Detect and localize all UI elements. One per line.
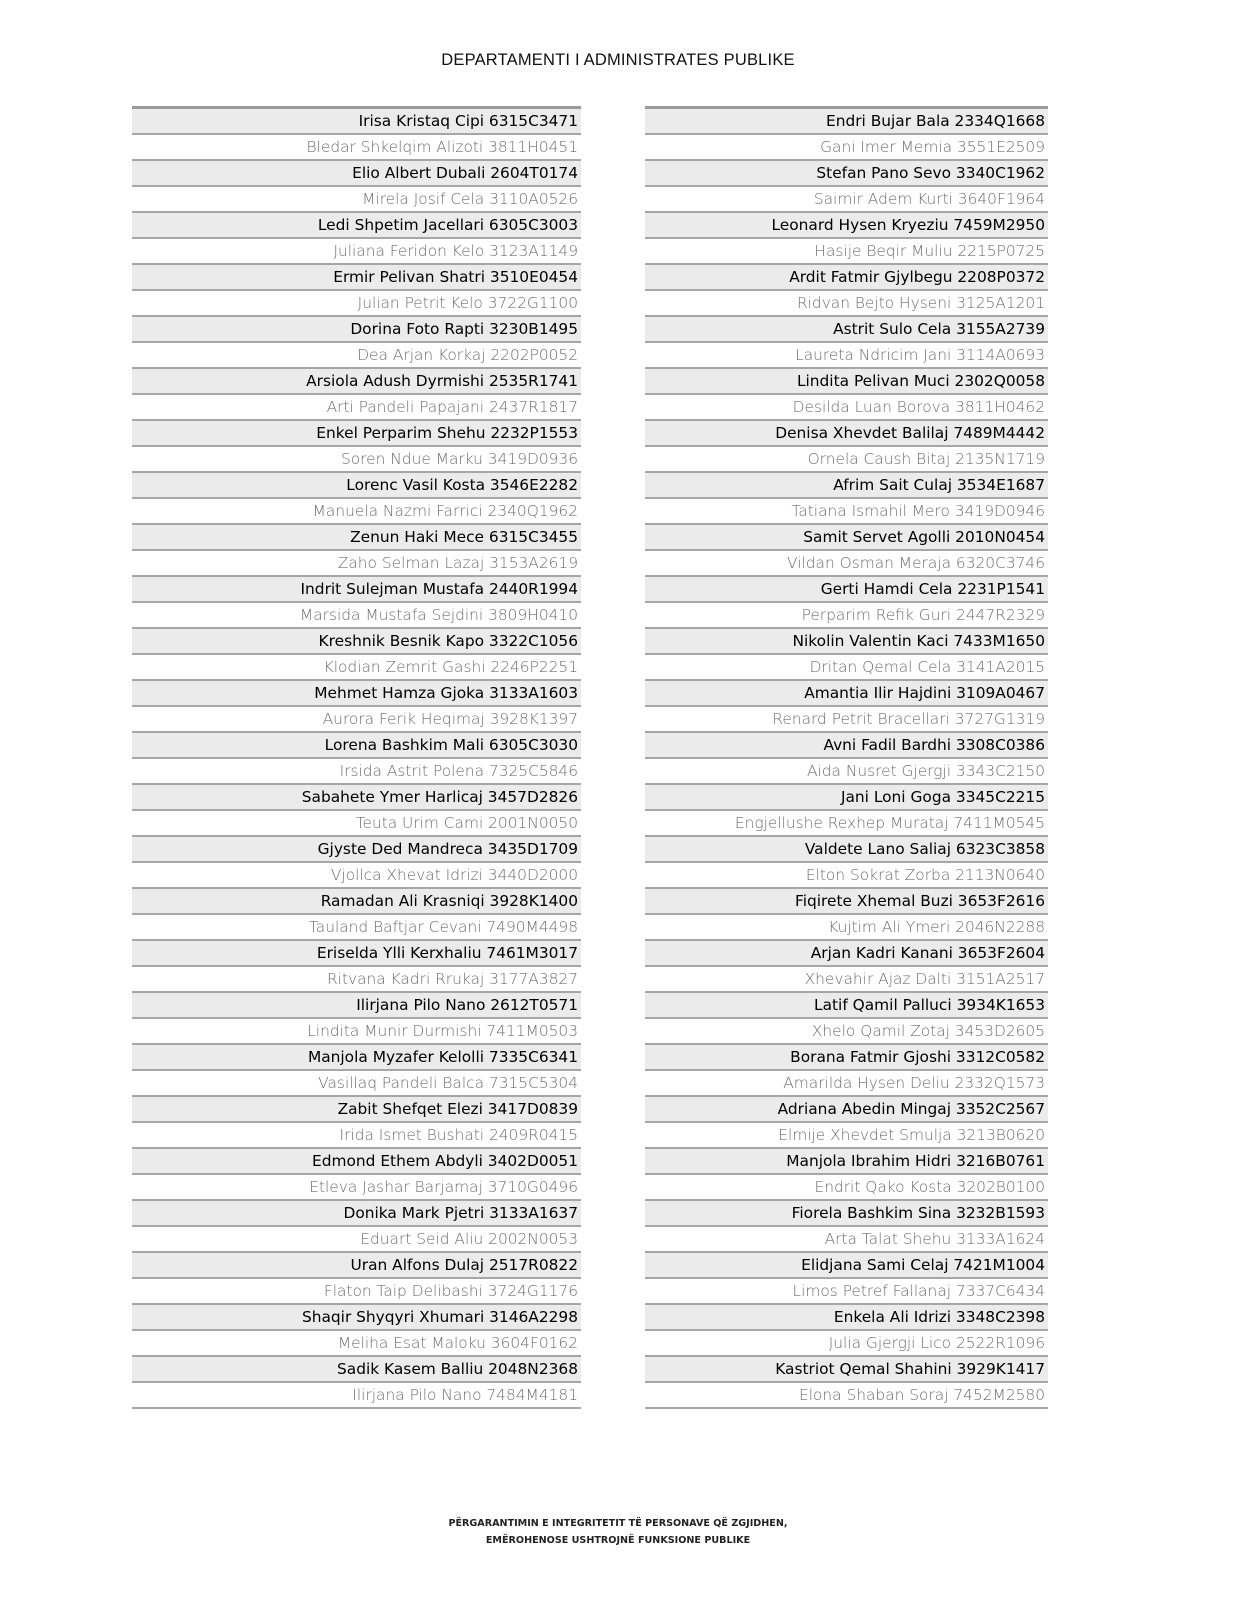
list-item: Endri Bujar Bala 2334Q1668 [645, 109, 1048, 135]
footer-line-2: EMËROHENOSE USHTROJNË FUNKSIONE PUBLIKE [485, 1535, 751, 1546]
left-name-column [132, 106, 581, 1409]
list-item: Perparim Refik Guri 2447R2329 [645, 603, 1048, 629]
list-item: Enkela Ali Idrizi 3348C2398 [645, 1305, 1048, 1331]
list-item: Denisa Xhevdet Balilaj 7489M4442 [645, 421, 1048, 447]
list-item: Eriselda Ylli Kerxhaliu 7461M3017 [132, 941, 581, 967]
list-item: Ridvan Bejto Hyseni 3125A1201 [645, 291, 1048, 317]
list-item: Shaqir Shyqyri Xhumari 3146A2298 [132, 1305, 581, 1331]
list-item: Engjellushe Rexhep Murataj 7411M0545 [645, 811, 1048, 837]
list-item: Endrit Qako Kosta 3202B0100 [645, 1175, 1048, 1201]
list-item: Uran Alfons Dulaj 2517R0822 [132, 1253, 581, 1279]
footer-line-1: PËRGARANTIMIN E INTEGRITETIT TË PERSONAVE QË ZGJIDHEN, [448, 1518, 788, 1529]
list-item: Dea Arjan Korkaj 2202P0052 [132, 343, 581, 369]
list-item: Flaton Taip Delibashi 3724G1176 [132, 1279, 581, 1305]
list-item: Tatiana Ismahil Mero 3419D0946 [645, 499, 1048, 525]
list-item: Ritvana Kadri Rrukaj 3177A3827 [132, 967, 581, 993]
list-item: Borana Fatmir Gjoshi 3312C0582 [645, 1045, 1048, 1071]
list-item: Adriana Abedin Mingaj 3352C2567 [645, 1097, 1048, 1123]
list-item: Amarilda Hysen Deliu 2332Q1573 [645, 1071, 1048, 1097]
list-item: Gerti Hamdi Cela 2231P1541 [645, 577, 1048, 603]
list-item: Elton Sokrat Zorba 2113N0640 [645, 863, 1048, 889]
list-item: Sabahete Ymer Harlicaj 3457D2826 [132, 785, 581, 811]
list-item: Nikolin Valentin Kaci 7433M1650 [645, 629, 1048, 655]
list-item: Xhelo Qamil Zotaj 3453D2605 [645, 1019, 1048, 1045]
list-item: Ilirjana Pilo Nano 2612T0571 [132, 993, 581, 1019]
list-item: Fiqirete Xhemal Buzi 3653F2616 [645, 889, 1048, 915]
page-title: DEPARTAMENTI I ADMINISTRATES PUBLIKE [441, 51, 795, 69]
list-item: Arjan Kadri Kanani 3653F2604 [645, 941, 1048, 967]
list-item: Desilda Luan Borova 3811H0462 [645, 395, 1048, 421]
list-item: Stefan Pano Sevo 3340C1962 [645, 161, 1048, 187]
list-item: Julian Petrit Kelo 3722G1100 [132, 291, 581, 317]
list-item: Gani Imer Memia 3551E2509 [645, 135, 1048, 161]
list-item: Jani Loni Goga 3345C2215 [645, 785, 1048, 811]
list-item: Juliana Feridon Kelo 3123A1149 [132, 239, 581, 265]
list-item: Zenun Haki Mece 6315C3455 [132, 525, 581, 551]
list-item: Irisa Kristaq Cipi 6315C3471 [132, 109, 581, 135]
list-item: Avni Fadil Bardhi 3308C0386 [645, 733, 1048, 759]
list-item: Vildan Osman Meraja 6320C3746 [645, 551, 1048, 577]
list-item: Gjyste Ded Mandreca 3435D1709 [132, 837, 581, 863]
list-item: Renard Petrit Bracellari 3727G1319 [645, 707, 1048, 733]
list-item: Aurora Ferik Heqimaj 3928K1397 [132, 707, 581, 733]
list-item: Laureta Ndricim Jani 3114A0693 [645, 343, 1048, 369]
right-name-column [645, 106, 1048, 1409]
page-footer [0, 1515, 1236, 1549]
list-item: Kreshnik Besnik Kapo 3322C1056 [132, 629, 581, 655]
list-item: Kujtim Ali Ymeri 2046N2288 [645, 915, 1048, 941]
list-item: Donika Mark Pjetri 3133A1637 [132, 1201, 581, 1227]
list-item: Soren Ndue Marku 3419D0936 [132, 447, 581, 473]
list-item: Ardit Fatmir Gjylbegu 2208P0372 [645, 265, 1048, 291]
list-item: Manuela Nazmi Farrici 2340Q1962 [132, 499, 581, 525]
list-item: Edmond Ethem Abdyli 3402D0051 [132, 1149, 581, 1175]
list-item: Etleva Jashar Barjamaj 3710G0496 [132, 1175, 581, 1201]
list-item: Ilirjana Pilo Nano 7484M4181 [132, 1383, 581, 1409]
list-item: Manjola Myzafer Kelolli 7335C6341 [132, 1045, 581, 1071]
list-item: Saimir Adem Kurti 3640F1964 [645, 187, 1048, 213]
list-item: Sadik Kasem Balliu 2048N2368 [132, 1357, 581, 1383]
list-item: Irsida Astrit Polena 7325C5846 [132, 759, 581, 785]
list-item: Zabit Shefqet Elezi 3417D0839 [132, 1097, 581, 1123]
list-item: Klodian Zemrit Gashi 2246P2251 [132, 655, 581, 681]
list-item: Vasillaq Pandeli Balca 7315C5304 [132, 1071, 581, 1097]
list-item: Vjollca Xhevat Idrizi 3440D2000 [132, 863, 581, 889]
list-item: Manjola Ibrahim Hidri 3216B0761 [645, 1149, 1048, 1175]
list-item: Leonard Hysen Kryeziu 7459M2950 [645, 213, 1048, 239]
list-item: Ermir Pelivan Shatri 3510E0454 [132, 265, 581, 291]
list-item: Marsida Mustafa Sejdini 3809H0410 [132, 603, 581, 629]
list-item: Mehmet Hamza Gjoka 3133A1603 [132, 681, 581, 707]
list-item: Ledi Shpetim Jacellari 6305C3003 [132, 213, 581, 239]
list-item: Eduart Seid Aliu 2002N0053 [132, 1227, 581, 1253]
list-item: Lorenc Vasil Kosta 3546E2282 [132, 473, 581, 499]
list-item: Dorina Foto Rapti 3230B1495 [132, 317, 581, 343]
list-item: Lorena Bashkim Mali 6305C3030 [132, 733, 581, 759]
list-item: Indrit Sulejman Mustafa 2440R1994 [132, 577, 581, 603]
list-item: Afrim Sait Culaj 3534E1687 [645, 473, 1048, 499]
list-item: Dritan Qemal Cela 3141A2015 [645, 655, 1048, 681]
list-item: Arti Pandeli Papajani 2437R1817 [132, 395, 581, 421]
list-item: Kastriot Qemal Shahini 3929K1417 [645, 1357, 1048, 1383]
list-item: Elmije Xhevdet Smulja 3213B0620 [645, 1123, 1048, 1149]
list-item: Aida Nusret Gjergji 3343C2150 [645, 759, 1048, 785]
list-item: Tauland Baftjar Cevani 7490M4498 [132, 915, 581, 941]
list-item: Limos Petref Fallanaj 7337C6434 [645, 1279, 1048, 1305]
list-item: Enkel Perparim Shehu 2232P1553 [132, 421, 581, 447]
list-item: Latif Qamil Palluci 3934K1653 [645, 993, 1048, 1019]
list-item: Ramadan Ali Krasniqi 3928K1400 [132, 889, 581, 915]
list-item: Teuta Urim Cami 2001N0050 [132, 811, 581, 837]
list-item: Ornela Caush Bitaj 2135N1719 [645, 447, 1048, 473]
list-item: Astrit Sulo Cela 3155A2739 [645, 317, 1048, 343]
list-item: Elidjana Sami Celaj 7421M1004 [645, 1253, 1048, 1279]
list-item: Samit Servet Agolli 2010N0454 [645, 525, 1048, 551]
list-item: Julia Gjergji Lico 2522R1096 [645, 1331, 1048, 1357]
list-item: Arta Talat Shehu 3133A1624 [645, 1227, 1048, 1253]
list-item: Elona Shaban Soraj 7452M2580 [645, 1383, 1048, 1409]
list-item: Mirela Josif Cela 3110A0526 [132, 187, 581, 213]
list-item: Lindita Pelivan Muci 2302Q0058 [645, 369, 1048, 395]
list-item: Irida Ismet Bushati 2409R0415 [132, 1123, 581, 1149]
list-item: Amantia Ilir Hajdini 3109A0467 [645, 681, 1048, 707]
list-item: Valdete Lano Saliaj 6323C3858 [645, 837, 1048, 863]
list-item: Xhevahir Ajaz Dalti 3151A2517 [645, 967, 1048, 993]
list-item: Zaho Selman Lazaj 3153A2619 [132, 551, 581, 577]
list-item: Meliha Esat Maloku 3604F0162 [132, 1331, 581, 1357]
list-item: Arsiola Adush Dyrmishi 2535R1741 [132, 369, 581, 395]
list-item: Lindita Munir Durmishi 7411M0503 [132, 1019, 581, 1045]
list-item: Fiorela Bashkim Sina 3232B1593 [645, 1201, 1048, 1227]
list-item: Bledar Shkelqim Alizoti 3811H0451 [132, 135, 581, 161]
list-item: Hasije Beqir Muliu 2215P0725 [645, 239, 1048, 265]
list-item: Elio Albert Dubali 2604T0174 [132, 161, 581, 187]
